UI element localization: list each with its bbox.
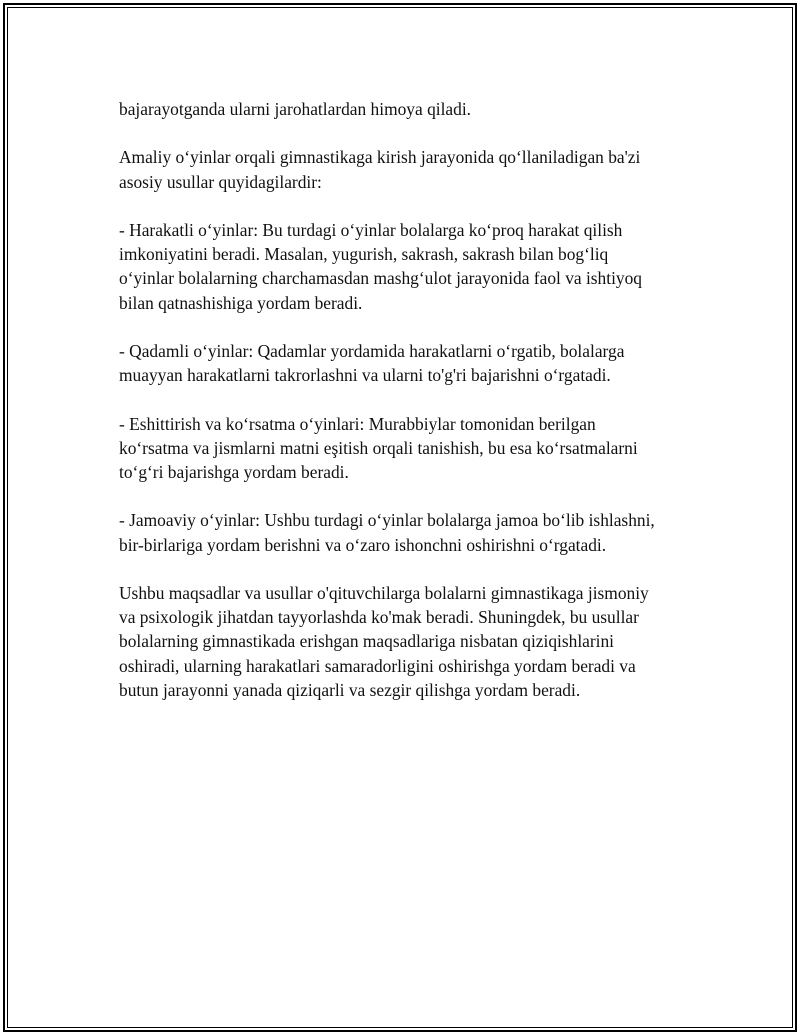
paragraph-continuation: bajarayotganda ularni jarohatlardan himoya qiladi. bbox=[119, 99, 472, 119]
paragraph-qadamli: - Qadamli o‘yinlar: Qadamlar yordamida harakatlarni o‘rgatib, bolalarga muayyan harakatlarni takrorlashni va ularni to'g'ri bajarishni o‘rgatadi. bbox=[119, 340, 625, 386]
paragraph-intro: Amaliy o‘yinlar orqali gimnastikaga kirish jarayonida qo‘llaniladigan ba'zi asosiy usullar quyidagilardir: bbox=[119, 147, 641, 192]
paragraph-jamoaviy: - Jamoaviy o‘yinlar: Ushbu turdagi o‘yinlar bolalarga jamoa bo‘lib ishlashni, bir-birlariga yordam berishni va o‘zaro ishonchni oshirishni o‘rgatadi. bbox=[119, 510, 655, 555]
paragraph-eshittirish: - Eshittirish va ko‘rsatma o‘yinlari: Murabbiylar tomonidan berilgan ko‘rsatma va jismlarni matni eşitish orqali tanishish, bu esa ko‘rsatmalarni to‘g‘ri bajarishga yordam beradi. bbox=[119, 413, 638, 482]
paragraph-conclusion: Ushbu maqsadlar va usullar o'qituvchilarga bolalarni gimnastikaga jismoniy va psixologik jihatdan tayyorlashda ko'mak beradi. Shuningdek, bu usullar bolalarning gimnastikada erishgan maqsadlariga nisbatan qiziqishlarini oshiradi, ularning harakatlari samaradorligini oshirishga yordam beradi va butun jarayonni yanada qiziqarli va sezgir qilishga yordam beradi. bbox=[119, 582, 649, 700]
paragraph-harakatli: - Harakatli o‘yinlar: Bu turdagi o‘yinlar bolalarga ko‘proq harakat qilish imkoniyatini beradi. Masalan, yugurish, sakrash, sakrash bilan bog‘liq o‘yinlar bolalarning charchamasdan mashg‘ulot jarayonida faol va ishtiyoq bilan qatnashishiga yordam beradi. bbox=[119, 219, 643, 313]
page-border bbox=[3, 3, 797, 1032]
document-body bbox=[119, 97, 709, 726]
